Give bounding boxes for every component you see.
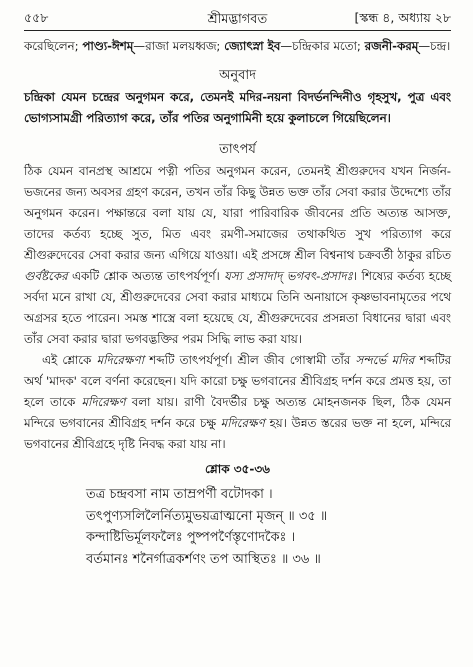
italic-term: মদিরেক্ষণ (220, 416, 265, 430)
verse-text (24, 484, 451, 570)
purport-paragraph-2: এই শ্লোকে মদিরেক্ষণা শব্দটি তাৎপর্যপূর্ণ। শ্রীল জীব গোস্বামী তাঁর সন্দর্ভে মদির শব্দটির অর্থ 'মাদক' বলে বর্ণনা করেছেন। যদি কারো চক্ষু ভগবানের শ্রীবিগ্রহ দর্শন করে প্রমত্ত হয়, তা হলে তাকে মদিরেক্ষণ বলা যায়। রাণী বৈদর্ভীর চক্ষু অত্যন্ত মোহনজনক ছিল, ঠিক যেমন মন্দিরে ভগবানের শ্রীবিগ্রহ দর্শন করে চক্ষু মদিরেক্ষণ হয়। উন্নত স্তরের ভক্ত না হলে, মন্দিরে ভগবানের শ্রীবিগ্রহে দৃষ্টি নিবদ্ধ করা যায় না। (24, 353, 452, 451)
synonym-term: রজনী-করম্ (364, 39, 419, 53)
page-number: ৫৫৮ (24, 10, 49, 25)
italic-term: গুর্বষ্টকের (24, 269, 68, 283)
verse-line: বর্তমানঃ শনৈর্গাত্রকর্শণং তপ আস্থিতঃ ॥ ৩৬ ॥ (86, 551, 321, 567)
verse-number: শ্লোক ৩৫-৩৬ (205, 462, 270, 476)
italic-quote: যস্য প্রসাদাদ্ ভগবৎ-প্রসাদঃ (224, 269, 353, 283)
book-title: শ্রীমদ্ভাগবত (207, 12, 268, 27)
verse-line: কন্দাষ্টিভির্মূলফলৈঃ পুষ্পপর্ণৈস্তৃণোদকৈঃ । (86, 530, 296, 545)
translation-heading: অনুবাদ (219, 68, 256, 83)
synonyms-paragraph: করেছিলেন; পাণ্ড্য-ঈশম্—রাজা মলয়ধ্বজ; জ্যোৎস্না ইব—চন্দ্রিকার মতো; রজনী-করম্—চন্দ্র। (24, 39, 451, 53)
page-header (24, 10, 451, 28)
translation-text: চন্দ্রিকা যেমন চন্দ্রের অনুগমন করে, তেমনই মদির-নয়না বিদর্ভনন্দিনীও গৃহসুখ, পুত্র এবং ভোগ্যসামগ্রী পরিত্যাগ করে, তাঁর পতির অনুগামিনী হয়ে কুলাচলে গিয়েছিলেন। (24, 90, 451, 125)
page-content (24, 36, 451, 570)
purport-heading: তাৎপর্য (219, 142, 256, 157)
synonym-term: জ্যোৎস্না ইব (224, 39, 281, 53)
header-rule (24, 30, 451, 31)
verse-line: তৎপুণ্যসলিলৈর্নিত্যমুভয়ত্রাত্মনো মৃজন্ ॥ ৩৫ ॥ (86, 508, 328, 524)
italic-term: মদিরেক্ষণা (96, 353, 145, 367)
italic-term: মদিরেক্ষণ (81, 395, 126, 409)
synonym-term: পাণ্ড্য-ঈশম্ (82, 39, 134, 53)
chapter-reference: [স্কন্ধ ৪, অধ্যায় ২৮ (354, 10, 451, 25)
italic-term: সন্দর্ভে মদির (355, 353, 415, 367)
purport-paragraph-1: ঠিক যেমন বানপ্রস্থ আশ্রমে পত্নী পতির অনুগমন করেন, তেমনই শ্রীগুরুদেব যখন নির্জন-ভজনের জন্য অবসর গ্রহণ করেন, তখন তাঁর কিছু উন্নত ভক্ত তাঁর সেবা করার উদ্দেশ্যে তাঁর অনুগমন করেন। পক্ষান্তরে বলা যায় যে, যারা পারিবারিক জীবনের প্রতি অত্যন্ত আসক্ত, তাদের কর্তব্য হচ্ছে সুত, মিত এবং রমণী-সমাজের তথাকথিত সুখ পরিত্যাগ করে শ্রীগুরুদেবের সেবা করার জন্য এগিয়ে যাওয়া। এই প্রসঙ্গে শ্রীল বিশ্বনাথ চক্রবর্তী ঠাকুর রচিত গুর্বষ্টকের একটি শ্লোক অত্যন্ত তাৎপর্যপূর্ণ। যস্য প্রসাদাদ্ ভগবৎ-প্রসাদঃ। শিষ্যের কর্তব্য হচ্ছে সর্বদা মনে রাখা যে, শ্রীগুরুদেবের সেবা করার মাধ্যমে তিনি অনায়াসে কৃষ্ণভাবনামৃতের পথে অগ্রসর হতে পারেন। সমস্ত শাস্ত্রে বলা হয়েছে যে, শ্রীগুরুদেবের প্রসন্নতা বিধানের দ্বারা এবং তাঁর সেবা করার দ্বারা ভগবদ্ভক্তির পরম সিদ্ধি লাভ করা যায়। (24, 164, 451, 346)
verse-line: তত্র চন্দ্রবসা নাম তাম্রপর্ণী বটোদকা । (86, 487, 273, 502)
